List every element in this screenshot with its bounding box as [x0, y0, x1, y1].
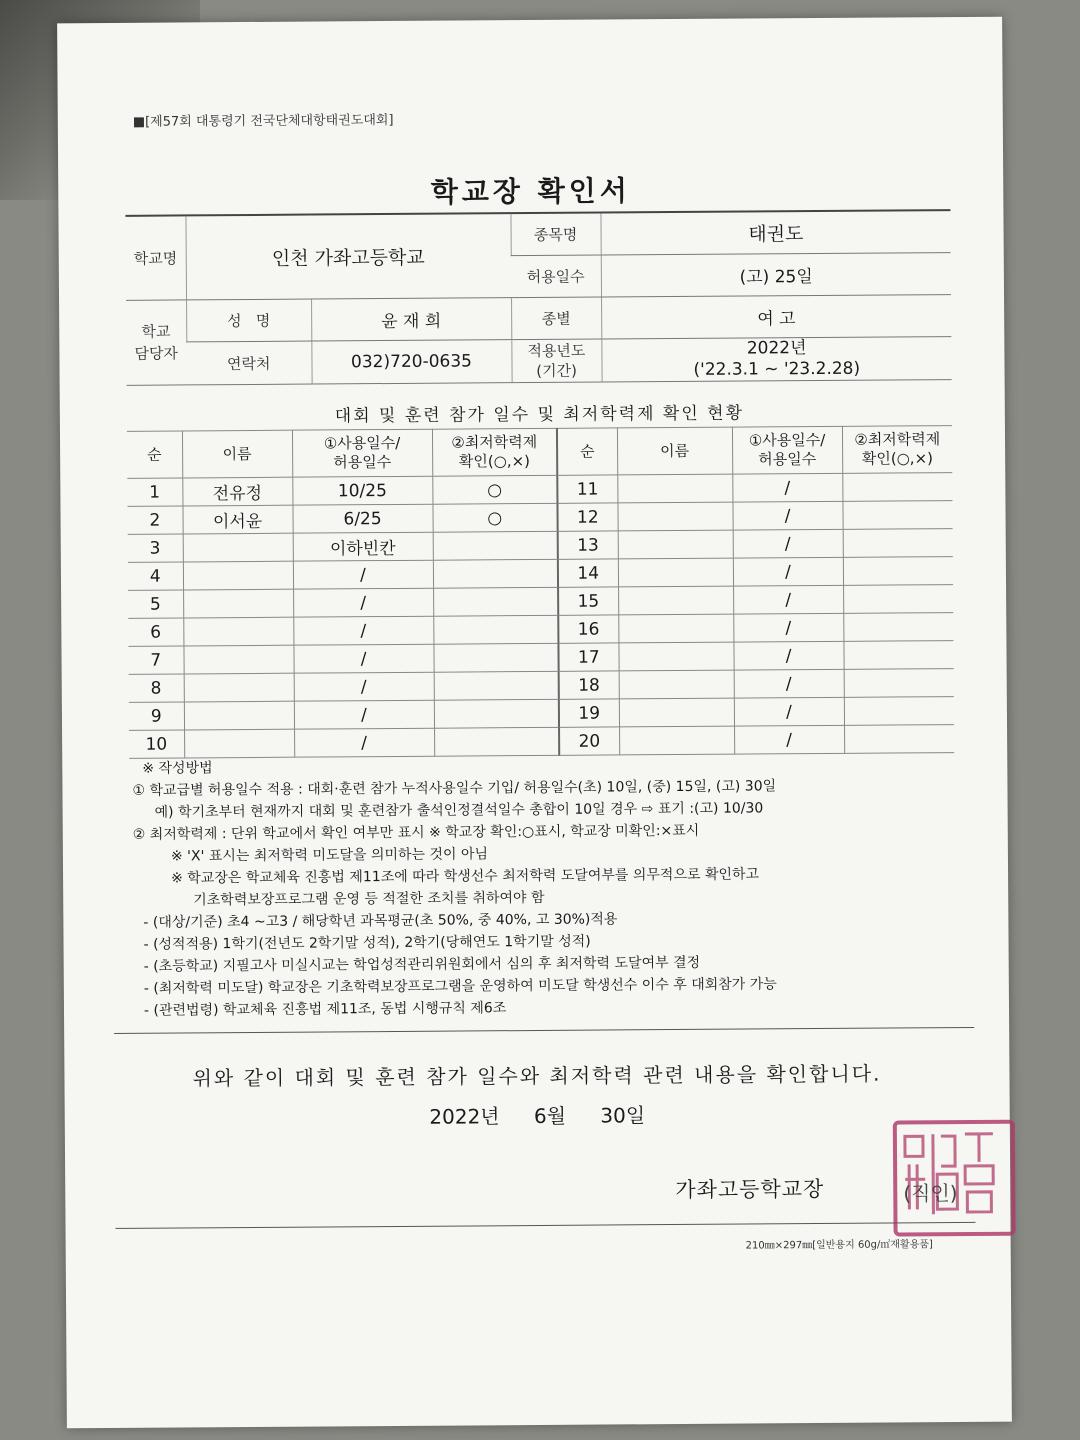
row-number: 5: [128, 590, 183, 618]
student-name: [618, 558, 733, 587]
student-name: [184, 701, 294, 730]
used-days: /: [732, 473, 842, 502]
row-number: 1: [127, 478, 182, 506]
instruction-line: ※ 'X' 표시는 최저학력 미도달을 의미하는 것이 아님: [170, 846, 489, 865]
used-days: /: [293, 560, 433, 589]
contact-value: 032)720-0635: [311, 340, 511, 384]
date-month: 6월: [533, 1103, 567, 1129]
used-days: /: [294, 672, 434, 701]
instruction-line: ① 학교급별 허용일수 적용 : 대회·훈련 참가 누적사용일수 기입/ 허용일수(초) 10일, (중) 15일, (고) 30일: [132, 778, 777, 799]
student-name: 전유정: [182, 477, 292, 506]
academic-check: [433, 531, 558, 560]
academic-check: [843, 641, 953, 670]
academic-check: [433, 559, 558, 588]
year-cell: [601, 337, 951, 382]
row-number: 14: [558, 559, 618, 587]
manager-label: 학교 담당자: [126, 300, 187, 385]
competition-tag: ■[제57회 대통령기 전국단체대항태권도대회]: [132, 112, 394, 130]
instruction-line: - (성적적용) 1학기(전년도 2학기말 성적), 2학기(당해연도 1학기말 성적): [143, 933, 591, 953]
academic-check: [844, 697, 954, 726]
instruction-line: - (관련법령) 학교체육 진흥법 제11조, 동법 시행규칙 제6조: [143, 1000, 507, 1019]
name-label: 성 명: [186, 299, 311, 342]
student-name: [618, 586, 733, 615]
divider: [116, 1222, 976, 1229]
header-check: ②최저학력제 확인(○,×): [842, 426, 952, 474]
header-days: ①사용일수/ 허용일수: [292, 429, 432, 477]
document-page: [57, 17, 1012, 1429]
student-name: [617, 502, 732, 531]
student-name: 이서윤: [182, 505, 292, 534]
used-days: /: [293, 644, 433, 673]
row-number: 4: [128, 562, 183, 590]
academic-check: [433, 643, 558, 672]
student-name: [183, 589, 293, 618]
row-number: 8: [129, 674, 184, 702]
instruction-line: - (대상/기준) 초4 ~고3 / 해당학년 과목평균(초 50%, 중 40%, 고 30%)적용: [143, 911, 618, 931]
year-label: 적용년도 (기간): [511, 339, 601, 383]
row-number: 19: [559, 699, 619, 727]
row-number: 6: [128, 618, 183, 646]
row-number: 3: [128, 534, 183, 562]
row-number: 16: [558, 615, 618, 643]
row-number: 2: [127, 506, 182, 534]
header-no: 순: [557, 428, 617, 475]
paper-spec-footer: 210㎜×297㎜[일반용지 60g/㎡재활용품]: [745, 1239, 933, 1252]
academic-check: [433, 615, 558, 644]
used-days: 10/25: [292, 476, 432, 505]
used-days: 이하빈칸: [293, 532, 433, 561]
student-name: [184, 673, 294, 702]
academic-check: [842, 501, 952, 530]
row-number: 13: [558, 531, 618, 559]
instruction-line: ※ 학교장은 학교체육 진흥법 제11조에 따라 학생선수 최저학력 도달여부를 의무적으로 확인하고: [171, 866, 760, 887]
contact-label: 연락처: [186, 341, 311, 385]
student-name: [619, 726, 734, 755]
student-name: [619, 698, 734, 727]
used-days: /: [734, 697, 844, 726]
school-label: 학교명: [125, 215, 186, 300]
header-name: 이름: [617, 427, 732, 475]
student-name: [618, 530, 733, 559]
principal-signature: 가좌고등학교장: [675, 1176, 825, 1203]
student-name: [618, 642, 733, 671]
academic-check: [434, 727, 559, 756]
seal-label: (직인): [903, 1181, 958, 1206]
academic-check: [434, 671, 559, 700]
academic-check: [843, 529, 953, 558]
row-number: 7: [128, 646, 183, 674]
manager-name: 윤 재 희: [311, 298, 511, 341]
confirmation-statement: 위와 같이 대회 및 훈련 참가 일수와 최저학력 관련 내용을 확인합니다.: [192, 1061, 882, 1091]
academic-check: [844, 725, 954, 754]
student-name: [183, 645, 293, 674]
row-number: 17: [558, 643, 618, 671]
academic-check: [844, 669, 954, 698]
school-name: 인천 가좌고등학교: [185, 213, 511, 300]
writing-instructions: [132, 752, 964, 1022]
student-name: [183, 561, 293, 590]
academic-check: ○: [432, 475, 557, 504]
instruction-line: ② 최저학력제 : 단위 학교에서 확인 여부만 표시 ※ 학교장 확인:○표시, 학교장 미확인:×표시: [132, 822, 700, 843]
instruction-line: - (초등학교) 지필고사 미실시교는 학업성적관리위원회에서 심의 후 최저학력 도달여부 결정: [143, 954, 701, 975]
allowed-days-label: 허용일수: [511, 255, 601, 298]
used-days: /: [732, 501, 842, 530]
student-name: [619, 670, 734, 699]
used-days: /: [734, 725, 844, 754]
academic-check: [433, 587, 558, 616]
used-days: /: [734, 669, 844, 698]
student-name: [184, 729, 294, 758]
used-days: /: [733, 641, 843, 670]
used-days: 6/25: [292, 504, 432, 533]
period-value: ('22.3.1 ~ '23.2.28): [693, 358, 861, 380]
gender-label: 종별: [511, 297, 601, 340]
row-number: 15: [558, 587, 618, 615]
academic-check: ○: [432, 503, 557, 532]
used-days: /: [733, 585, 843, 614]
event-value: 태권도: [600, 210, 950, 255]
roster-header-row: [127, 426, 952, 479]
row-number: 9: [129, 702, 184, 730]
roster-table: [127, 425, 954, 759]
school-info-table: [125, 209, 951, 386]
header-days: ①사용일수/ 허용일수: [732, 426, 842, 474]
instruction-line: - (최저학력 미도달) 학교장은 기초학력보장프로그램을 운영하여 미도달 학생선수 이수 후 대회참가 가능: [143, 976, 777, 997]
instruction-line: 예) 학기초부터 현재까지 대회 및 훈련참가 출석인정결석일수 총합이 10일 경우 ⇨ 표기 :(고) 10/30: [154, 800, 764, 821]
roster-title: 대회 및 훈련 참가 일수 및 최저학력제 확인 현황: [334, 403, 745, 427]
academic-check: [842, 473, 952, 502]
header-no: 순: [127, 431, 182, 478]
allowed-days-value: (고) 25일: [601, 253, 951, 297]
year-value: 2022년: [746, 338, 807, 359]
row-number: 20: [559, 727, 619, 755]
used-days: /: [733, 529, 843, 558]
date-year: 2022년: [429, 1104, 500, 1129]
row-number: 12: [557, 503, 617, 531]
date-day: 30일: [600, 1103, 646, 1128]
document-title: 학교장 확인서: [430, 174, 631, 209]
gender-value: 여 고: [601, 295, 951, 339]
divider: [114, 1027, 974, 1034]
event-label: 종목명: [510, 213, 600, 256]
student-name: [618, 614, 733, 643]
used-days: /: [293, 616, 433, 645]
used-days: /: [733, 613, 843, 642]
row-number: 11: [557, 475, 617, 503]
row-number: 18: [559, 671, 619, 699]
instruction-line: ※ 작성방법: [142, 760, 213, 777]
used-days: /: [733, 557, 843, 586]
header-check: ②최저학력제 확인(○,×): [432, 428, 557, 476]
instruction-line: 기초학력보장프로그램 운영 등 적절한 조치를 취하여야 함: [193, 889, 545, 909]
student-name: [617, 474, 732, 503]
academic-check: [843, 613, 953, 642]
row-number: 10: [129, 730, 184, 758]
academic-check: [434, 699, 559, 728]
header-name: 이름: [182, 430, 292, 478]
used-days: /: [294, 728, 434, 757]
academic-check: [843, 557, 953, 586]
academic-check: [843, 585, 953, 614]
student-name: [183, 617, 293, 646]
used-days: /: [294, 700, 434, 729]
student-name: [183, 533, 293, 562]
used-days: /: [293, 588, 433, 617]
issue-date: [65, 1097, 1010, 1133]
